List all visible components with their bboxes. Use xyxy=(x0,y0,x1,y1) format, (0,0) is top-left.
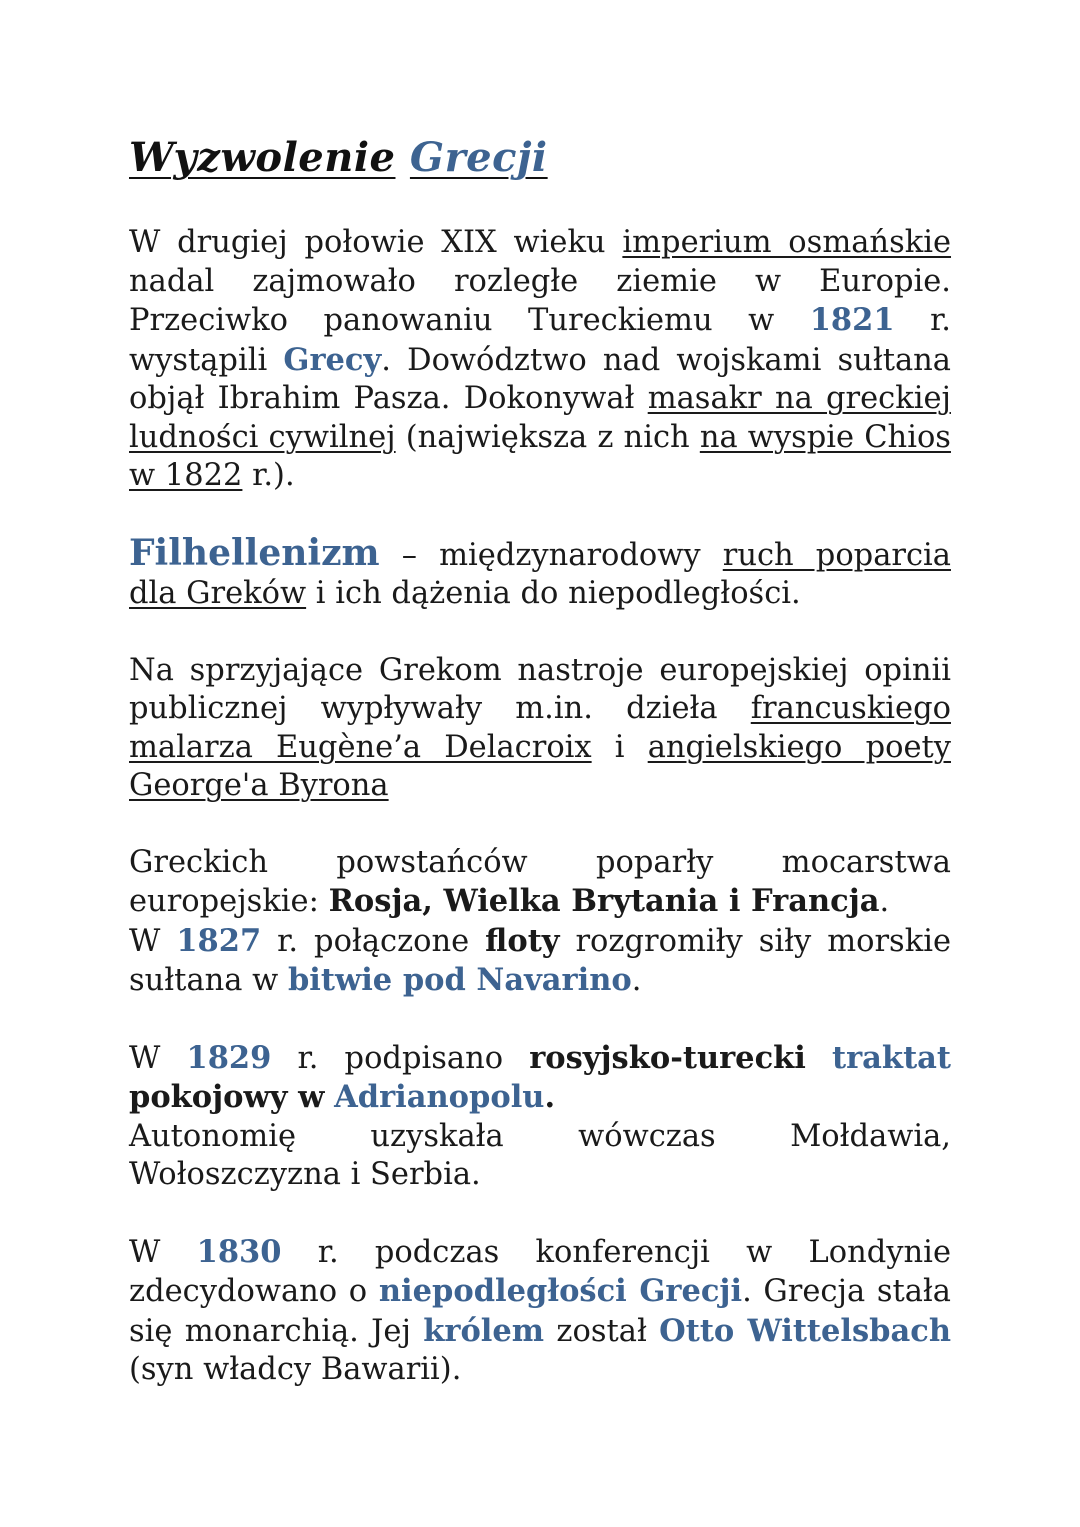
text: r.). xyxy=(242,458,295,493)
paragraph-adrianopol xyxy=(129,1039,951,1118)
text: nadal zajmowało rozległe ziemie w Europie. Przeciwko panowaniu Tureckiemu w xyxy=(129,263,951,338)
underlined-text: ruch poparcia dla Greków xyxy=(129,537,951,611)
text: Greckich powstańców poparły mocarstwa europejskie: xyxy=(129,844,951,919)
text: (syn władcy Bawarii). xyxy=(129,1352,462,1387)
text: r. podpisano xyxy=(271,1040,530,1076)
year-highlight: 1827 xyxy=(176,922,262,959)
document-page xyxy=(129,128,951,1390)
text: r. wystąpili xyxy=(129,303,951,378)
highlight: bitwie pod Navarino xyxy=(287,962,632,998)
underlined-text: angielskiego poety George'a Byrona xyxy=(129,729,951,803)
paragraph-independence xyxy=(129,1233,951,1390)
text: został xyxy=(544,1313,660,1349)
text: r. podczas konferencji w Londynie zdecydowano o xyxy=(129,1234,951,1309)
title-word-1: Wyzwolenie xyxy=(129,134,396,181)
underlined-text: masakr na greckiej ludności cywilnej xyxy=(129,381,951,455)
text: . xyxy=(631,963,642,998)
bold-text: floty xyxy=(485,922,560,959)
bold-text: rosyjsko-turecki xyxy=(529,1039,806,1076)
title-word-2: Grecji xyxy=(409,134,548,181)
paragraph-powers xyxy=(129,844,951,922)
text: – międzynarodowy xyxy=(379,537,723,573)
highlight: Otto Wittelsbach xyxy=(659,1312,951,1349)
text: . xyxy=(879,884,890,919)
year-highlight: 1821 xyxy=(809,302,895,338)
bold-text: Rosja, Wielka Brytania i Francja xyxy=(328,883,880,919)
text: r. połączone xyxy=(261,923,486,959)
underlined-text: na wyspie Chios w 1822 xyxy=(129,419,951,493)
text: Autonomię uzyskała wówczas Mołdawia, Wołoszczyzna i Serbia. xyxy=(129,1118,951,1192)
year-highlight: 1830 xyxy=(196,1233,282,1270)
paragraph-public-opinion xyxy=(129,652,951,806)
term-highlight: Filhellenizm xyxy=(129,531,380,574)
paragraph-autonomy xyxy=(129,1118,951,1195)
text: . Grecja stała się monarchią. Jej xyxy=(129,1274,951,1349)
page-title xyxy=(129,128,951,188)
text xyxy=(324,1080,334,1115)
text: i ich dążenia do niepodległości. xyxy=(306,576,801,611)
text: (największa z nich xyxy=(395,419,700,455)
highlight: Adrianopolu xyxy=(334,1079,545,1115)
paragraph-navarino xyxy=(129,922,951,1001)
text: W drugiej połowie XIX wieku xyxy=(129,225,623,260)
text: . Dowództwo nad wojskami sułtana objął Ibrahim Pasza. Dokonywał xyxy=(129,342,951,416)
highlight: traktat xyxy=(832,1039,952,1076)
highlight: niepodległości Grecji xyxy=(378,1273,743,1309)
bold-text: pokojowy w xyxy=(129,1079,325,1115)
text: . xyxy=(544,1079,556,1115)
text: W xyxy=(129,1234,197,1270)
text: Na sprzyjające Grekom nastroje europejskiej opinii publicznej wypływały m.in. dzieła xyxy=(129,652,951,726)
paragraph-filhellenizm xyxy=(129,531,951,614)
paragraph-ottoman xyxy=(129,224,951,496)
highlight: Grecy xyxy=(283,341,382,378)
text: W xyxy=(129,923,177,959)
text: i xyxy=(591,729,648,765)
text: W xyxy=(129,1040,187,1076)
underlined-text: francuskiego malarza Eugène’a Delacroix xyxy=(129,691,951,765)
text xyxy=(806,1041,832,1076)
text: rozgromiły siły morskie sułtana w xyxy=(129,923,951,998)
highlight: królem xyxy=(423,1312,545,1349)
underlined-text: imperium osmańskie xyxy=(622,225,952,260)
year-highlight: 1829 xyxy=(186,1039,272,1076)
